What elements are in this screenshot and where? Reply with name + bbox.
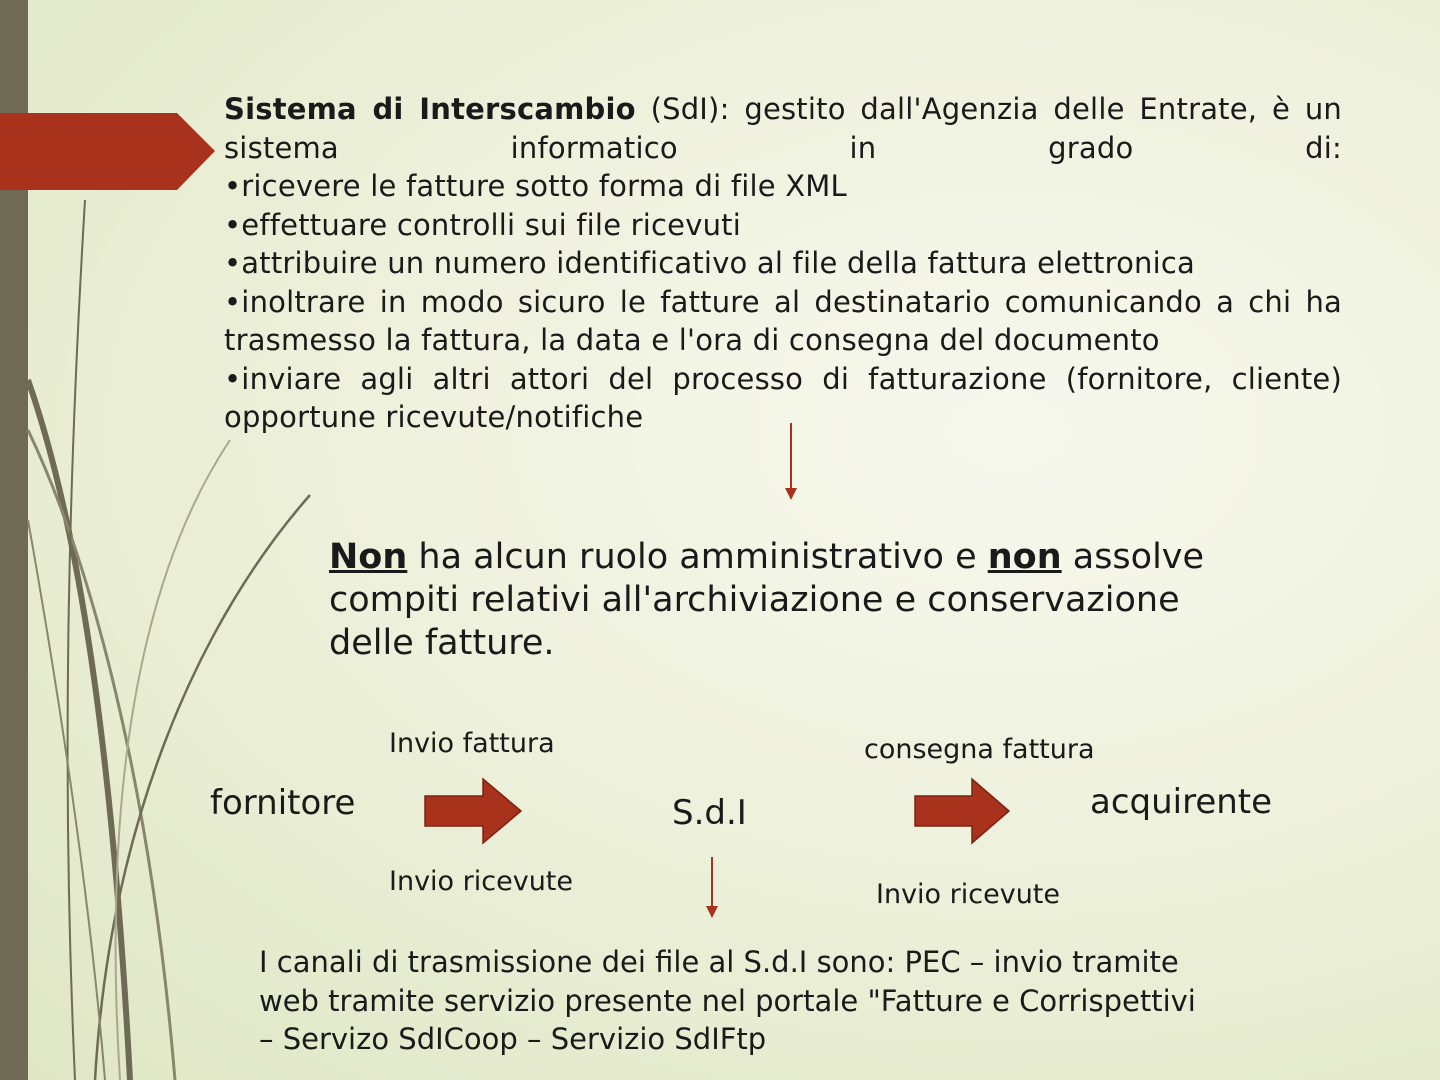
invio-ricevute-right-label: Invio ricevute <box>876 879 1061 910</box>
note-non-2: non <box>987 537 1062 577</box>
note-non-1: Non <box>329 537 408 577</box>
channels-line-2: web tramite servizio presente nel portale "Fatture e Corrispettivi <box>259 983 1196 1018</box>
note-part2: ha alcun ruolo amministrativo e <box>407 537 988 577</box>
left-bar <box>0 0 28 1080</box>
intro-title <box>224 90 1342 167</box>
fornitore-label: fornitore <box>210 783 356 823</box>
consegna-fattura-label: consegna fattura <box>864 734 1095 765</box>
intro-title-rest: (SdI): gestito dall'Agenzia delle Entrate, è un sistema informatico in grado di: <box>224 92 1342 165</box>
intro-bullet-4: •inoltrare in modo sicuro le fatture al destinatario comunicando a chi ha trasmesso la fattura, la data e l'ora di consegna del documento <box>224 284 1342 357</box>
sdi-label: S.d.I <box>672 793 747 833</box>
acquirente-label: acquirente <box>1090 782 1273 822</box>
right-arrow-2 <box>915 779 1009 843</box>
intro-bullet-3: •attribuire un numero identificativo al file della fattura elettronica <box>224 246 1195 280</box>
intro-bullet-1: •ricevere le fatture sotto forma di file XML <box>224 169 847 203</box>
channels-line-1: I canali di trasmissione dei file al S.d.I sono: PEC – invio tramite <box>259 945 1179 979</box>
intro-bullet-2: •effettuare controlli sui file ricevuti <box>224 207 741 242</box>
intro-text <box>224 90 1342 437</box>
right-arrow-1 <box>425 779 521 843</box>
intro-title-bold: Sistema di Interscambio <box>224 92 636 126</box>
invio-ricevute-left-label: Invio ricevute <box>389 866 574 897</box>
note-text <box>329 536 1209 665</box>
channels-text <box>259 943 1259 1059</box>
channels-line-3: – Servizo SdICoop – Servizio SdIFtp <box>259 1022 767 1056</box>
intro-bullet-5: •inviare agli altri attori del processo di fatturazione (fornitore, cliente) opportune ricevute/notifiche <box>224 361 1342 434</box>
invio-fattura-label: Invio fattura <box>389 728 555 759</box>
note-part4: assolve compiti relativi all'archiviazione e conservazione delle fatture. <box>329 537 1205 663</box>
